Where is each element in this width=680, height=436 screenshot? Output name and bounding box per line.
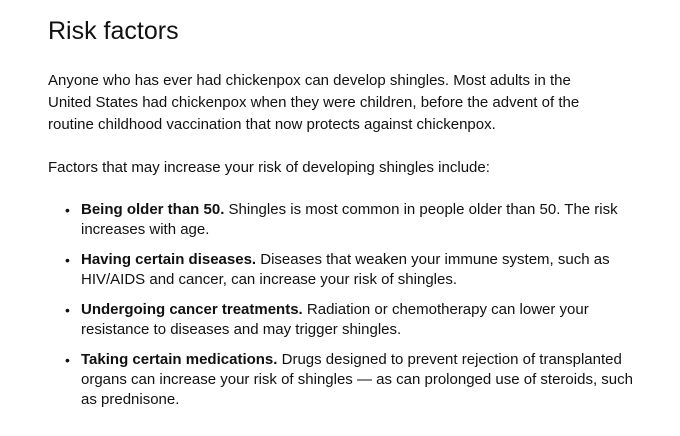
item-text: Radiation or chemotherapy can lower your resistance to diseases and may trigger shingles.: [81, 301, 589, 338]
item-text: Shingles is most common in people older than 50. The risk increases with age.: [81, 201, 618, 238]
item-title: Taking certain medications.: [81, 351, 278, 368]
bullet-icon: •: [65, 202, 70, 218]
item-title: Being older than 50.: [81, 201, 225, 218]
intro-paragraph: Anyone who has ever had chickenpox can develop shingles. Most adults in the United States had chickenpox when they were children, before the advent of the routine childhood vaccination that now protects against chickenpox.: [48, 72, 580, 133]
item-title: Having certain diseases.: [81, 251, 257, 268]
list-item: [65, 350, 638, 410]
lead-paragraph: Factors that may increase your risk of developing shingles include:: [48, 159, 490, 176]
item-title: Undergoing cancer treatments.: [81, 301, 303, 318]
article-section: [48, 0, 638, 420]
risk-factor-list: [48, 200, 638, 410]
bullet-icon: •: [65, 352, 70, 368]
list-item: [65, 300, 638, 340]
item-text: Diseases that weaken your immune system, such as HIV/AIDS and cancer, can increase your risk of shingles.: [81, 251, 610, 288]
list-item: [65, 200, 638, 240]
item-text: Drugs designed to prevent rejection of transplanted organs can increase your risk of shingles — as can prolonged use of steroids, such as prednisone.: [81, 351, 633, 408]
list-item: [65, 250, 638, 290]
bullet-icon: •: [65, 252, 70, 268]
section-heading: Risk factors: [48, 17, 179, 45]
bullet-icon: •: [65, 302, 70, 318]
